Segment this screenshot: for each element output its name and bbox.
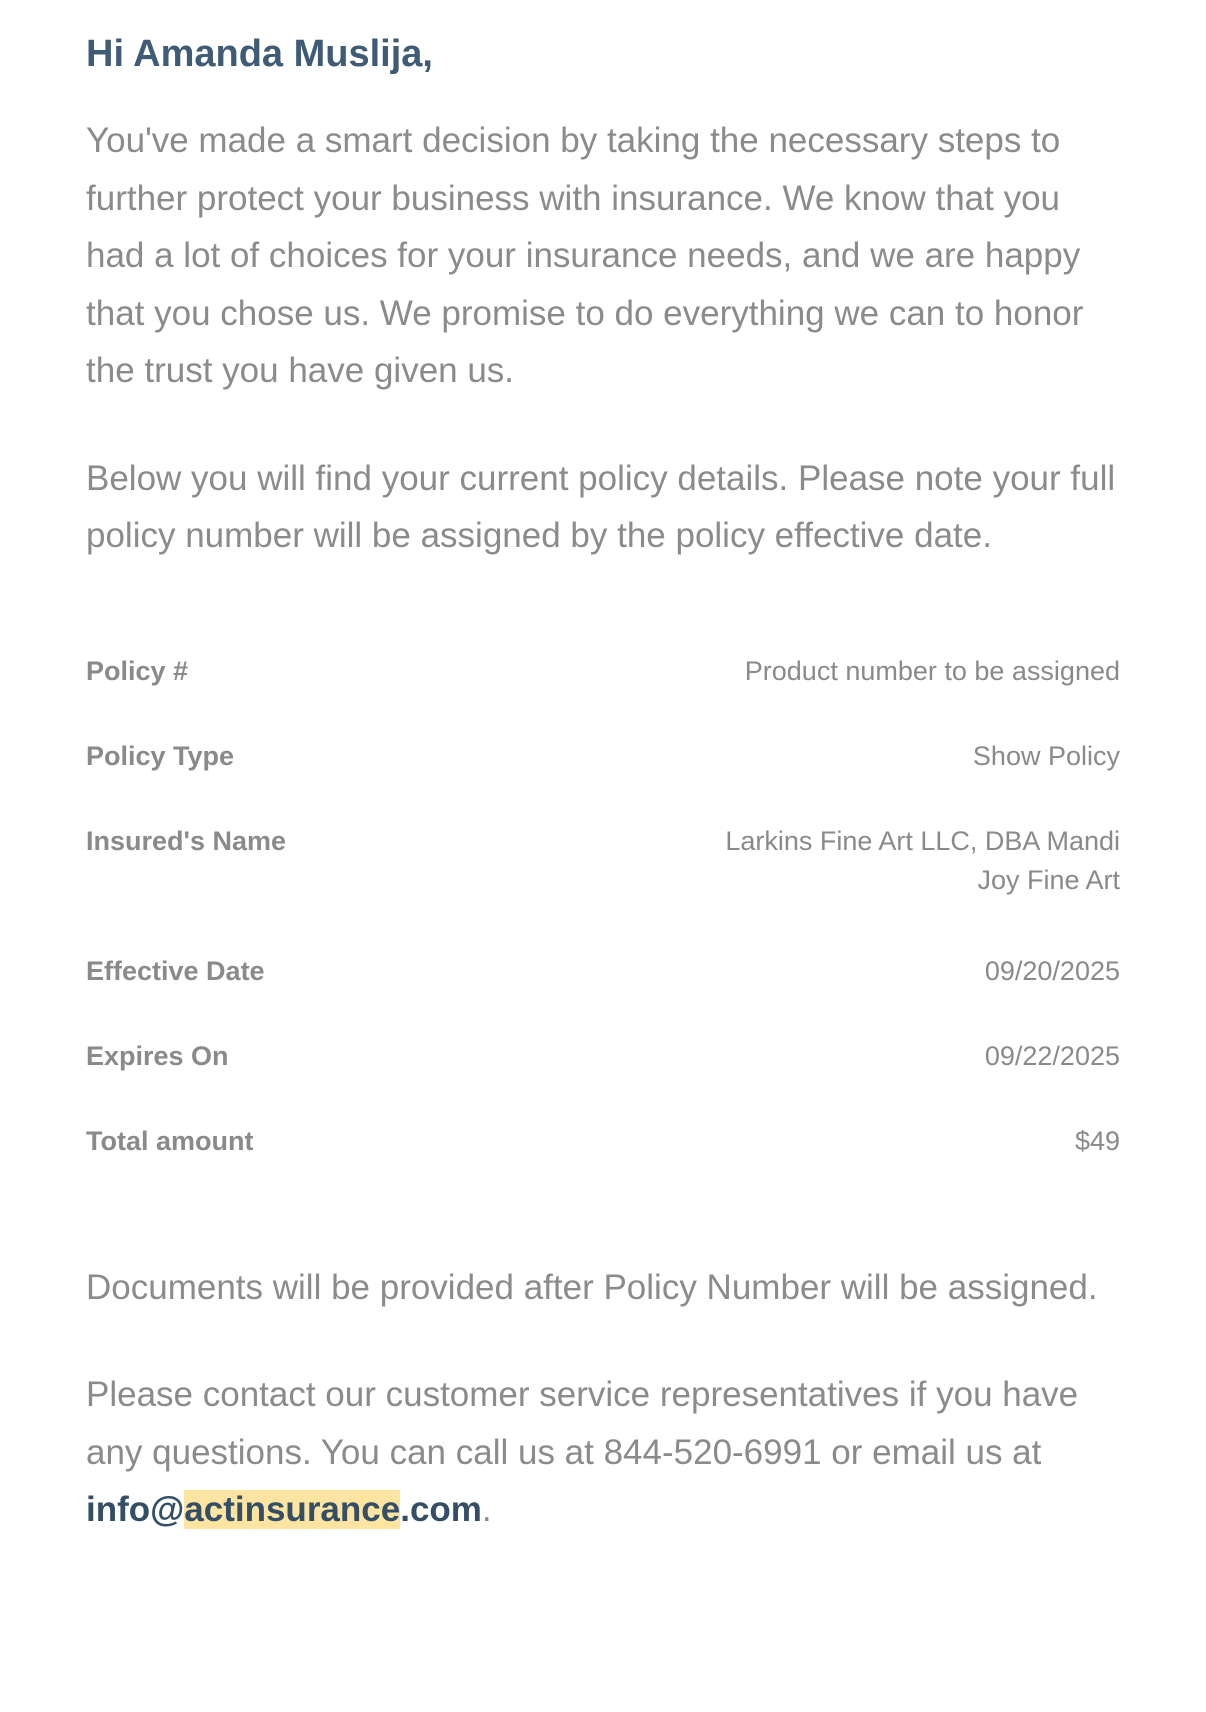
total-amount-value: $49	[1074, 1125, 1120, 1156]
contact-text: Please contact our customer service representatives if you have any questions. You can call us at 844-520-6991 or email us at	[86, 1375, 1079, 1472]
email-suffix: .com	[400, 1490, 482, 1529]
expires-on-row	[86, 1042, 1120, 1070]
insured-name-label: Insured's Name	[86, 825, 286, 856]
policy-details-table	[86, 657, 1120, 1155]
policy-number-label: Policy #	[86, 655, 189, 686]
total-amount-row	[86, 1127, 1120, 1155]
effective-date-row	[86, 957, 1120, 985]
policy-number-row	[86, 657, 1120, 685]
intro-paragraph: You've made a smart decision by taking the necessary steps to further protect your business with insurance. We know that you had a lot of choices for your insurance needs, and we are happy that you chose us. We promise to do everything we can to honor the trust you have given us.	[86, 121, 1084, 390]
policy-type-label: Policy Type	[86, 740, 235, 771]
expires-on-label: Expires On	[86, 1040, 229, 1071]
insured-name-value: Larkins Fine Art LLC, DBA Mandi Joy Fine Art	[725, 825, 1120, 895]
greeting-heading: Hi Amanda Muslija,	[86, 33, 433, 75]
policy-type-value: Show Policy	[972, 740, 1120, 771]
email-link[interactable]	[86, 1490, 482, 1529]
email-domain-highlight: actinsurance	[184, 1490, 401, 1529]
insured-name-row	[86, 827, 1120, 900]
effective-date-label: Effective Date	[86, 955, 265, 986]
policy-number-value: Product number to be assigned	[744, 655, 1120, 686]
contact-trailing-period: .	[481, 1490, 492, 1529]
email-prefix: info@	[86, 1490, 185, 1529]
documents-note-paragraph: Documents will be provided after Policy Number will be assigned.	[86, 1267, 1098, 1307]
contact-paragraph	[86, 1366, 1120, 1539]
policy-type-row	[86, 742, 1120, 770]
total-amount-label: Total amount	[86, 1125, 254, 1156]
expires-on-value: 09/22/2025	[984, 1040, 1120, 1071]
effective-date-value: 09/20/2025	[984, 955, 1120, 986]
details-intro-paragraph: Below you will find your current policy details. Please note your full policy number will be assigned by the policy effective date.	[86, 458, 1116, 555]
